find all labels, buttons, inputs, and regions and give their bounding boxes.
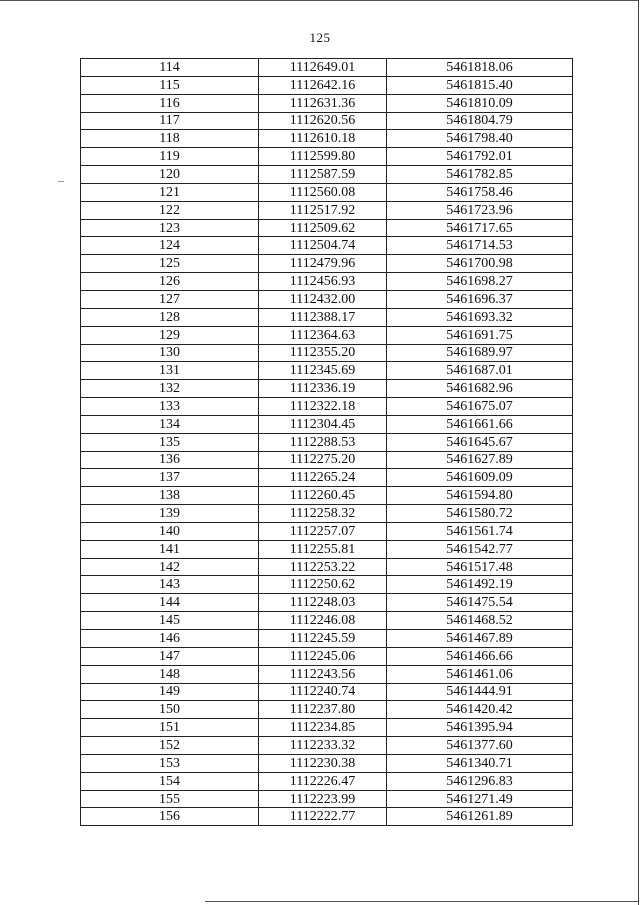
x-coordinate-cell: 1112509.62: [259, 219, 387, 237]
x-coordinate-cell: 1112258.32: [259, 505, 387, 523]
y-coordinate-cell: 5461377.60: [387, 737, 573, 755]
table-row: [81, 540, 573, 558]
table-row: [81, 737, 573, 755]
table-row: [81, 433, 573, 451]
point-number-cell: 144: [81, 594, 259, 612]
y-coordinate-cell: 5461340.71: [387, 754, 573, 772]
x-coordinate-cell: 1112245.59: [259, 630, 387, 648]
y-coordinate-cell: 5461466.66: [387, 647, 573, 665]
y-coordinate-cell: 5461815.40: [387, 76, 573, 94]
point-number-cell: 129: [81, 326, 259, 344]
y-coordinate-cell: 5461261.89: [387, 808, 573, 826]
y-coordinate-cell: 5461714.53: [387, 237, 573, 255]
x-coordinate-cell: 1112255.81: [259, 540, 387, 558]
y-coordinate-cell: 5461700.98: [387, 255, 573, 273]
table-row: [81, 594, 573, 612]
table-row: [81, 754, 573, 772]
table-row: [81, 398, 573, 416]
y-coordinate-cell: 5461698.27: [387, 273, 573, 291]
point-number-cell: 131: [81, 362, 259, 380]
y-coordinate-cell: 5461395.94: [387, 719, 573, 737]
x-coordinate-cell: 1112345.69: [259, 362, 387, 380]
y-coordinate-cell: 5461758.46: [387, 183, 573, 201]
y-coordinate-cell: 5461675.07: [387, 398, 573, 416]
point-number-cell: 133: [81, 398, 259, 416]
point-number-cell: 147: [81, 647, 259, 665]
y-coordinate-cell: 5461468.52: [387, 612, 573, 630]
x-coordinate-cell: 1112355.20: [259, 344, 387, 362]
table-row: [81, 76, 573, 94]
y-coordinate-cell: 5461492.19: [387, 576, 573, 594]
y-coordinate-cell: 5461645.67: [387, 433, 573, 451]
point-number-cell: 137: [81, 469, 259, 487]
point-number-cell: 121: [81, 183, 259, 201]
x-coordinate-cell: 1112432.00: [259, 290, 387, 308]
coordinates-table-body: [81, 59, 573, 826]
point-number-cell: 141: [81, 540, 259, 558]
y-coordinate-cell: 5461804.79: [387, 112, 573, 130]
y-coordinate-cell: 5461691.75: [387, 326, 573, 344]
y-coordinate-cell: 5461475.54: [387, 594, 573, 612]
x-coordinate-cell: 1112560.08: [259, 183, 387, 201]
point-number-cell: 125: [81, 255, 259, 273]
x-coordinate-cell: 1112364.63: [259, 326, 387, 344]
x-coordinate-cell: 1112223.99: [259, 790, 387, 808]
point-number-cell: 156: [81, 808, 259, 826]
table-row: [81, 522, 573, 540]
point-number-cell: 122: [81, 201, 259, 219]
x-coordinate-cell: 1112479.96: [259, 255, 387, 273]
table-row: [81, 630, 573, 648]
table-row: [81, 558, 573, 576]
x-coordinate-cell: 1112336.19: [259, 380, 387, 398]
y-coordinate-cell: 5461594.80: [387, 487, 573, 505]
point-number-cell: 148: [81, 665, 259, 683]
table-row: [81, 451, 573, 469]
x-coordinate-cell: 1112237.80: [259, 701, 387, 719]
y-coordinate-cell: 5461609.09: [387, 469, 573, 487]
x-coordinate-cell: 1112610.18: [259, 130, 387, 148]
table-row: [81, 683, 573, 701]
x-coordinate-cell: 1112226.47: [259, 772, 387, 790]
table-row: [81, 148, 573, 166]
y-coordinate-cell: 5461682.96: [387, 380, 573, 398]
x-coordinate-cell: 1112504.74: [259, 237, 387, 255]
point-number-cell: 140: [81, 522, 259, 540]
point-number-cell: 142: [81, 558, 259, 576]
x-coordinate-cell: 1112517.92: [259, 201, 387, 219]
table-row: [81, 166, 573, 184]
point-number-cell: 114: [81, 59, 259, 77]
table-row: [81, 94, 573, 112]
y-coordinate-cell: 5461798.40: [387, 130, 573, 148]
table-row: [81, 290, 573, 308]
table-row: [81, 772, 573, 790]
y-coordinate-cell: 5461723.96: [387, 201, 573, 219]
table-row: [81, 237, 573, 255]
x-coordinate-cell: 1112243.56: [259, 665, 387, 683]
x-coordinate-cell: 1112257.07: [259, 522, 387, 540]
table-row: [81, 415, 573, 433]
y-coordinate-cell: 5461810.09: [387, 94, 573, 112]
y-coordinate-cell: 5461717.65: [387, 219, 573, 237]
x-coordinate-cell: 1112587.59: [259, 166, 387, 184]
table-row: [81, 665, 573, 683]
table-row: [81, 201, 573, 219]
point-number-cell: 146: [81, 630, 259, 648]
page-border-bottom: [205, 901, 638, 902]
table-row: [81, 112, 573, 130]
x-coordinate-cell: 1112304.45: [259, 415, 387, 433]
x-coordinate-cell: 1112322.18: [259, 398, 387, 416]
x-coordinate-cell: 1112230.38: [259, 754, 387, 772]
point-number-cell: 123: [81, 219, 259, 237]
point-number-cell: 149: [81, 683, 259, 701]
point-number-cell: 120: [81, 166, 259, 184]
page-number: 125: [309, 30, 331, 45]
page-border-right: [638, 0, 639, 905]
table-row: [81, 380, 573, 398]
point-number-cell: 132: [81, 380, 259, 398]
x-coordinate-cell: 1112388.17: [259, 308, 387, 326]
y-coordinate-cell: 5461420.42: [387, 701, 573, 719]
x-coordinate-cell: 1112234.85: [259, 719, 387, 737]
point-number-cell: 138: [81, 487, 259, 505]
point-number-cell: 124: [81, 237, 259, 255]
coordinates-table: [80, 58, 573, 826]
x-coordinate-cell: 1112246.08: [259, 612, 387, 630]
y-coordinate-cell: 5461467.89: [387, 630, 573, 648]
y-coordinate-cell: 5461444.91: [387, 683, 573, 701]
x-coordinate-cell: 1112275.20: [259, 451, 387, 469]
x-coordinate-cell: 1112456.93: [259, 273, 387, 291]
x-coordinate-cell: 1112288.53: [259, 433, 387, 451]
x-coordinate-cell: 1112233.32: [259, 737, 387, 755]
table-row: [81, 308, 573, 326]
table-row: [81, 59, 573, 77]
point-number-cell: 119: [81, 148, 259, 166]
y-coordinate-cell: 5461627.89: [387, 451, 573, 469]
table-row: [81, 344, 573, 362]
y-coordinate-cell: 5461580.72: [387, 505, 573, 523]
x-coordinate-cell: 1112631.36: [259, 94, 387, 112]
x-coordinate-cell: 1112253.22: [259, 558, 387, 576]
table-row: [81, 790, 573, 808]
point-number-cell: 155: [81, 790, 259, 808]
point-number-cell: 145: [81, 612, 259, 630]
y-coordinate-cell: 5461687.01: [387, 362, 573, 380]
x-coordinate-cell: 1112265.24: [259, 469, 387, 487]
point-number-cell: 116: [81, 94, 259, 112]
x-coordinate-cell: 1112649.01: [259, 59, 387, 77]
x-coordinate-cell: 1112599.80: [259, 148, 387, 166]
y-coordinate-cell: 5461542.77: [387, 540, 573, 558]
table-row: [81, 487, 573, 505]
y-coordinate-cell: 5461661.66: [387, 415, 573, 433]
table-row: [81, 273, 573, 291]
table-row: [81, 469, 573, 487]
point-number-cell: 139: [81, 505, 259, 523]
point-number-cell: 154: [81, 772, 259, 790]
point-number-cell: 153: [81, 754, 259, 772]
y-coordinate-cell: 5461818.06: [387, 59, 573, 77]
x-coordinate-cell: 1112245.06: [259, 647, 387, 665]
point-number-cell: 115: [81, 76, 259, 94]
x-coordinate-cell: 1112250.62: [259, 576, 387, 594]
scan-artifact: [58, 181, 64, 182]
point-number-cell: 126: [81, 273, 259, 291]
table-row: [81, 130, 573, 148]
point-number-cell: 143: [81, 576, 259, 594]
table-row: [81, 576, 573, 594]
y-coordinate-cell: 5461461.06: [387, 665, 573, 683]
point-number-cell: 135: [81, 433, 259, 451]
x-coordinate-cell: 1112620.56: [259, 112, 387, 130]
point-number-cell: 130: [81, 344, 259, 362]
point-number-cell: 134: [81, 415, 259, 433]
x-coordinate-cell: 1112240.74: [259, 683, 387, 701]
y-coordinate-cell: 5461689.97: [387, 344, 573, 362]
x-coordinate-cell: 1112222.77: [259, 808, 387, 826]
y-coordinate-cell: 5461693.32: [387, 308, 573, 326]
x-coordinate-cell: 1112248.03: [259, 594, 387, 612]
table-row: [81, 701, 573, 719]
table-row: [81, 647, 573, 665]
point-number-cell: 128: [81, 308, 259, 326]
x-coordinate-cell: 1112260.45: [259, 487, 387, 505]
x-coordinate-cell: 1112642.16: [259, 76, 387, 94]
table-row: [81, 219, 573, 237]
point-number-cell: 127: [81, 290, 259, 308]
table-row: [81, 362, 573, 380]
point-number-cell: 118: [81, 130, 259, 148]
point-number-cell: 136: [81, 451, 259, 469]
y-coordinate-cell: 5461296.83: [387, 772, 573, 790]
y-coordinate-cell: 5461517.48: [387, 558, 573, 576]
y-coordinate-cell: 5461782.85: [387, 166, 573, 184]
table-row: [81, 612, 573, 630]
y-coordinate-cell: 5461792.01: [387, 148, 573, 166]
point-number-cell: 117: [81, 112, 259, 130]
table-row: [81, 183, 573, 201]
point-number-cell: 150: [81, 701, 259, 719]
page-border-top: [0, 0, 638, 1]
y-coordinate-cell: 5461271.49: [387, 790, 573, 808]
table-row: [81, 808, 573, 826]
table-row: [81, 505, 573, 523]
table-row: [81, 326, 573, 344]
point-number-cell: 152: [81, 737, 259, 755]
table-row: [81, 255, 573, 273]
table-row: [81, 719, 573, 737]
y-coordinate-cell: 5461561.74: [387, 522, 573, 540]
point-number-cell: 151: [81, 719, 259, 737]
y-coordinate-cell: 5461696.37: [387, 290, 573, 308]
